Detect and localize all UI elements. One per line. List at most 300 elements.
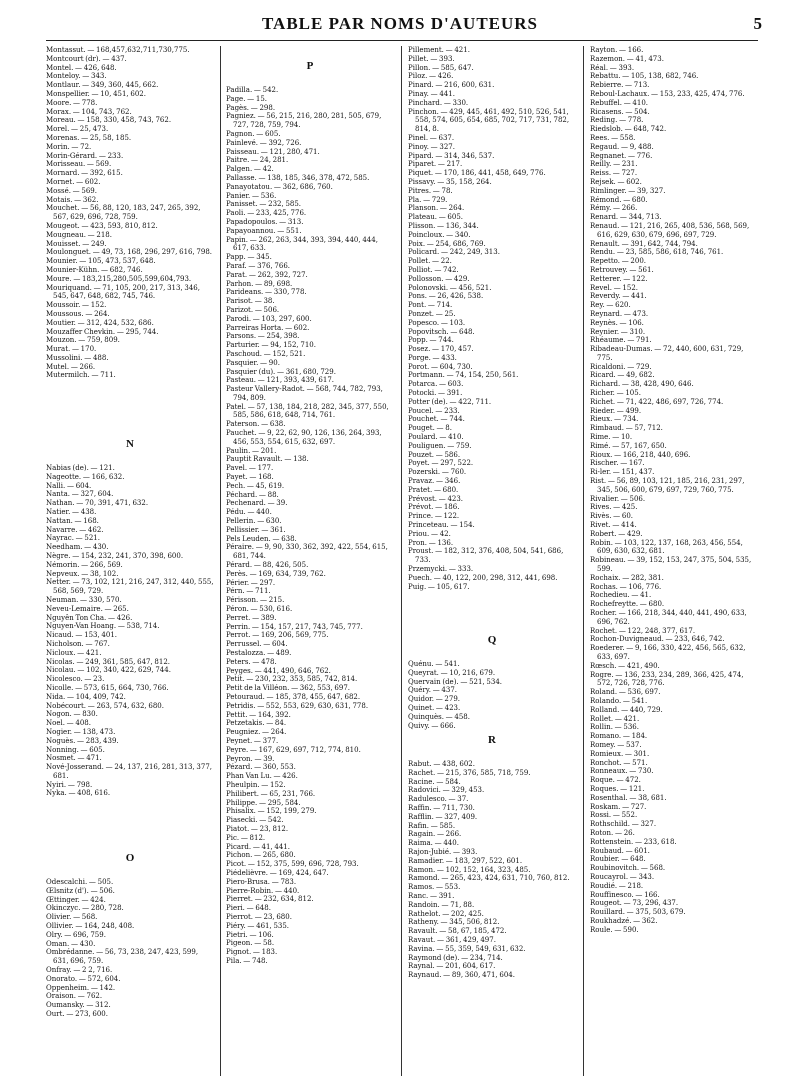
- author-entry: Puech. — 40, 122, 200, 298, 312, 441, 698.: [408, 573, 558, 582]
- author-entry: Morenas. — 25, 58, 185.: [46, 133, 132, 142]
- author-entry: Picard. — 41, 441.: [226, 842, 290, 851]
- author-entry: Montel. — 426, 648.: [46, 63, 117, 72]
- author-entry: Pont. — 714.: [408, 301, 453, 310]
- author-entry: Pratet. — 680.: [408, 485, 459, 494]
- author-entry: Mouzon. — 759, 809.: [46, 336, 120, 345]
- author-entry: Pic. — 812.: [226, 833, 266, 842]
- author-entry: Rischer. — 167.: [590, 459, 645, 468]
- author-entry: Puig. — 105, 617.: [408, 582, 470, 591]
- author-entry: Robineau. — 39, 152, 153, 247, 375, 504, 535, 599.: [590, 556, 752, 574]
- author-entry: Rieux. — 734.: [590, 415, 639, 424]
- author-entry: Ratheny. — 345, 506, 812.: [408, 918, 500, 927]
- author-entry: Nanta. — 327, 604.: [46, 490, 114, 499]
- author-entry: Piédelièvre. — 169, 424, 647.: [226, 868, 329, 877]
- index-column-3: [408, 46, 576, 1078]
- author-entry: Nicholson. — 767.: [46, 639, 110, 648]
- index-section: [46, 438, 214, 798]
- author-entry: Roland. — 536, 697.: [590, 688, 661, 697]
- author-entry: Roucayrol. — 343.: [590, 872, 655, 881]
- author-entry: Robin. — 103, 122, 137, 168, 263, 456, 554, 609, 630, 632, 681.: [590, 538, 743, 556]
- author-entry: Quidor. — 279.: [408, 695, 461, 704]
- author-entry: Painlevé. — 392, 726.: [226, 138, 302, 147]
- author-entry: Porot. — 604, 730.: [408, 362, 473, 371]
- author-entry: Pron. — 136.: [408, 538, 454, 547]
- author-entry: Portmann. — 74, 154, 250, 561.: [408, 371, 519, 380]
- author-entry: Perrussel. — 604.: [226, 640, 288, 649]
- author-entry: Pinel. — 637.: [408, 133, 455, 142]
- author-entry: Patel. — 57, 138, 184, 218, 282, 345, 377, 550, 585, 586, 618, 648, 714, 761.: [226, 402, 389, 420]
- author-entry: Porge. — 433.: [408, 353, 457, 362]
- author-entry: Payet. — 168.: [226, 473, 274, 482]
- author-entry: Pinoy. — 327.: [408, 142, 455, 151]
- author-entry: Popp. — 744.: [408, 336, 454, 345]
- author-entry: Pons. — 26, 426, 538.: [408, 292, 484, 301]
- author-entry: Pichon. — 265, 680.: [226, 851, 296, 860]
- author-entry: Rolland. — 440, 729.: [590, 705, 663, 714]
- author-entry: Parreiras Horta. — 602.: [226, 323, 310, 332]
- author-entry: Renard. — 344, 713.: [590, 213, 662, 222]
- author-entry: Olivier. — 568.: [46, 913, 98, 922]
- author-entry: Randoin. — 71, 88.: [408, 900, 475, 909]
- author-entry: Roukhadzé. — 362.: [590, 916, 658, 925]
- author-entry: Perès. — 169, 634, 739, 762.: [226, 569, 326, 578]
- author-entry: Parideans. — 330, 778.: [226, 288, 307, 297]
- author-entry: Piquet. — 170, 186, 441, 458, 649, 776.: [408, 169, 546, 178]
- author-entry: Perrin. — 154, 157, 217, 743, 745, 777.: [226, 622, 363, 631]
- author-entry: Ronchot. — 571.: [590, 758, 648, 767]
- author-entry: Ri-ler. — 151, 437.: [590, 468, 655, 477]
- author-entry: Parsons. — 254, 398.: [226, 332, 300, 341]
- author-entry: Ramadier. — 183, 297, 522, 601.: [408, 856, 523, 865]
- author-entry: Rouffinesco. — 166.: [590, 890, 660, 899]
- author-entry: Oppenheim. — 142.: [46, 983, 116, 992]
- author-entry: Pédu. — 440.: [226, 508, 272, 517]
- author-entry: Rebattu. — 105, 138, 682, 746.: [590, 72, 699, 81]
- author-entry: Renault. — 391, 642, 744, 794.: [590, 239, 698, 248]
- author-entry: Neuman. — 330, 570.: [46, 595, 122, 604]
- author-entry: Retrouvey. — 561.: [590, 265, 654, 274]
- author-entry: Nicolau. — 102, 340, 422, 629, 744.: [46, 666, 171, 675]
- author-entry: Paitre. — 24, 281.: [226, 156, 289, 165]
- author-entry: Noguès. — 283, 439.: [46, 736, 119, 745]
- author-entry: Pouliguen. — 759.: [408, 441, 472, 450]
- author-entry: Peters. — 478.: [226, 657, 277, 666]
- author-entry: Plateau. — 605.: [408, 213, 464, 222]
- author-entry: Reynard. — 473.: [590, 309, 649, 318]
- author-entry: Réal. — 393.: [590, 63, 635, 72]
- author-entry: Reiss. — 727.: [590, 169, 638, 178]
- author-entry: Oman. — 430.: [46, 939, 96, 948]
- author-entry: Rees. — 558.: [590, 133, 636, 142]
- author-entry: Reverdy. — 441.: [590, 292, 647, 301]
- author-entry: Oumansky. — 312.: [46, 1001, 111, 1010]
- author-entry: Petit. — 230, 232, 353, 585, 742, 814.: [226, 675, 358, 684]
- author-entry: Paulin. — 201.: [226, 446, 277, 455]
- author-entry: Raffin. — 711, 730.: [408, 803, 475, 812]
- author-entry: Pagnon. — 605.: [226, 129, 281, 138]
- author-entry: Papin. — 262, 263, 344, 393, 394, 440, 444, 617, 633.: [226, 235, 378, 253]
- author-entry: Monteloy. — 343.: [46, 72, 107, 81]
- author-entry: Reboul-Lachaux. — 153, 233, 425, 474, 776.: [590, 89, 745, 98]
- author-entry: Mutel. — 266.: [46, 362, 96, 371]
- author-entry: Pitres. — 78.: [408, 186, 453, 195]
- author-entry: Pinchard. — 330.: [408, 98, 469, 107]
- author-entry: Onfray. — 2 2, 716.: [46, 965, 113, 974]
- author-entry: Roskam. — 727.: [590, 802, 647, 811]
- index-section: [46, 852, 214, 1019]
- author-entry: Nègre. — 154, 232, 241, 370, 398, 600.: [46, 551, 184, 560]
- author-entry: Rottenstein. — 233, 618.: [590, 837, 677, 846]
- author-entry: Pallasse. — 138, 185, 346, 378, 472, 585.: [226, 173, 370, 182]
- author-entry: Natier. — 438.: [46, 507, 97, 516]
- author-entry: Philippe. — 295, 584.: [226, 798, 301, 807]
- author-entry: Pasquier (du). — 361, 680, 729.: [226, 367, 336, 376]
- author-entry: Picot. — 152, 375, 599, 696, 728, 793.: [226, 860, 359, 869]
- author-entry: Moreau. — 158, 330, 458, 743, 762.: [46, 116, 172, 125]
- author-entry: Pillement. — 421.: [408, 46, 470, 54]
- author-entry: Pipard. — 314, 346, 537.: [408, 151, 495, 160]
- author-entry: Ombrédanne. — 56, 73, 238, 247, 423, 599, 631, 696, 759.: [46, 948, 199, 966]
- author-entry: Morin. — 72.: [46, 142, 92, 151]
- author-entry: Piparet. — 217.: [408, 160, 463, 169]
- author-entry: Rollin. — 536.: [590, 723, 639, 732]
- author-entry: Panayotatou. — 362, 686, 760.: [226, 182, 333, 191]
- author-entry: Pérn. — 711.: [226, 587, 271, 596]
- author-entry: Oraison. — 762.: [46, 992, 103, 1001]
- author-entry: Pieri. — 648.: [226, 904, 271, 913]
- author-entry: Pillet. — 393.: [408, 54, 455, 63]
- author-entry: Prévost. — 423.: [408, 494, 464, 503]
- author-entry: Page. — 15.: [226, 94, 267, 103]
- author-entry: Peugniez. — 264.: [226, 728, 287, 737]
- author-entry: Rivet. — 414.: [590, 521, 637, 530]
- author-entry: Paoli. — 233, 425, 776.: [226, 209, 307, 218]
- author-entry: Princeteau. — 154.: [408, 521, 475, 530]
- author-entry: Roques. — 121.: [590, 784, 645, 793]
- author-entry: Pila. — 748.: [226, 956, 268, 965]
- author-entry: Policard. — 242, 249, 313.: [408, 248, 500, 257]
- author-entry: Piasecki. — 542.: [226, 816, 284, 825]
- author-entry: Rimlinger. — 39, 327.: [590, 186, 666, 195]
- author-entry: Regaud. — 9, 488.: [590, 142, 654, 151]
- author-entry: Richard. — 38, 428, 490, 646.: [590, 380, 694, 389]
- author-entry: Péchard. — 88.: [226, 490, 279, 499]
- author-entry: Rabut. — 438, 602.: [408, 760, 475, 768]
- author-entry: Pierrot. — 23, 680.: [226, 912, 292, 921]
- author-entry: Petzetakis. — 84.: [226, 719, 287, 728]
- author-entry: Pravaz. — 346.: [408, 477, 461, 486]
- author-entry: Pozerski. — 760.: [408, 468, 467, 477]
- author-entry: Ponzet. — 25.: [408, 309, 456, 318]
- author-entry: Poulard. — 410.: [408, 433, 464, 442]
- author-entry: Montcourt (dr). — 437.: [46, 54, 127, 63]
- author-entry: Pavel. — 177.: [226, 464, 274, 473]
- author-entry: Pierret. — 232, 634, 812.: [226, 895, 314, 904]
- author-entry: Nguyen-Van Hoang. — 538, 714.: [46, 622, 160, 631]
- author-entry: Pasteau. — 121, 393, 439, 617.: [226, 376, 334, 385]
- author-entry: Potocki. — 391.: [408, 389, 463, 398]
- author-entry: Mougneau. — 218.: [46, 230, 112, 239]
- author-entry: Nattan. — 168.: [46, 516, 99, 525]
- author-entry: Rieder. — 499.: [590, 406, 642, 415]
- author-entry: Nabias (de). — 121.: [46, 464, 115, 472]
- author-entry: Morisseau. — 569.: [46, 160, 112, 169]
- author-entry: Robert. — 429.: [590, 529, 643, 538]
- author-entry: Mossé. — 569.: [46, 186, 97, 195]
- section-letter-heading: R: [488, 734, 496, 746]
- author-entry: Proust. — 182, 312, 376, 408, 504, 541, 686, 733.: [408, 547, 564, 565]
- author-entry: Quinet. — 423.: [408, 703, 461, 712]
- author-entry: Nathan. — 70, 391, 471, 632.: [46, 499, 149, 508]
- author-entry: Rochefreytte. — 680.: [590, 600, 665, 609]
- author-entry: Pagniez. — 56, 215, 216, 280, 281, 505, 679, 727, 728, 759, 794.: [226, 112, 382, 130]
- author-entry: Prévot. — 186.: [408, 503, 460, 512]
- author-entry: Pagès. — 298.: [226, 103, 276, 112]
- author-entry: Quervain (de). — 521, 534.: [408, 677, 502, 686]
- author-entry: Rimbaud. — 57, 712.: [590, 424, 663, 433]
- author-entry: Ravaut. — 361, 429, 497.: [408, 935, 496, 944]
- author-entry: Pellissier. — 361.: [226, 525, 286, 534]
- section-letter-heading: N: [126, 438, 134, 450]
- author-entry: Pollet. — 22.: [408, 257, 452, 266]
- author-entry: Piatot. — 23, 812.: [226, 824, 289, 833]
- author-entry: Rimé. — 57, 167, 650.: [590, 441, 667, 450]
- author-entry: Przemycki. — 333.: [408, 565, 474, 574]
- author-entry: Mounier-Kühn. — 682, 746.: [46, 265, 143, 274]
- author-entry: Poincloux. — 340.: [408, 230, 471, 239]
- author-entry: Motais. — 362.: [46, 195, 99, 204]
- author-entry: Peyges. — 441, 490, 646, 762.: [226, 666, 331, 675]
- author-entry: Pechenard. — 39.: [226, 499, 288, 508]
- index-section: [408, 734, 576, 980]
- author-entry: Nageotte. — 166, 632.: [46, 472, 125, 481]
- author-entry: Roubinovitch. — 568.: [590, 864, 666, 873]
- author-entry: Romano. — 184.: [590, 732, 648, 741]
- author-entry: Rathelot. — 202, 425.: [408, 909, 484, 918]
- author-entry: Rogre. — 136, 233, 234, 289, 366, 425, 474, 572, 726, 728, 776.: [590, 670, 744, 688]
- author-entry: Montlaur. — 349, 360, 445, 662.: [46, 81, 159, 90]
- author-entry: Rolando. — 541.: [590, 696, 648, 705]
- author-entry: Rossi. — 552.: [590, 811, 638, 820]
- author-entry: Ricaldoni. — 729.: [590, 362, 652, 371]
- author-entry: Plisson. — 136, 344.: [408, 221, 479, 230]
- author-entry: Queyrat. — 10, 216, 679.: [408, 668, 496, 677]
- author-entry: Potter (de). — 422, 711.: [408, 397, 492, 406]
- author-entry: Mouchet. — 56, 88, 120, 183, 247, 265, 392, 567, 629, 696, 728, 759.: [46, 204, 201, 222]
- author-entry: Ramond. — 265, 423, 424, 631, 710, 760, 812.: [408, 874, 570, 883]
- author-entry: Parhon. — 89, 698.: [226, 279, 293, 288]
- section-letter-heading: P: [306, 60, 314, 72]
- author-entry: Piéry. — 461, 535.: [226, 921, 290, 930]
- author-entry: Papp. — 345.: [226, 253, 272, 262]
- author-entry: Regnanet. — 776.: [590, 151, 653, 160]
- author-entry: Parodi. — 103, 297, 600.: [226, 314, 312, 323]
- author-entry: Mornet. — 602.: [46, 177, 101, 186]
- author-entry: Reynier. — 310.: [590, 327, 646, 336]
- author-entry: Pasteur Vallery-Radot. — 568, 744, 782, 793, 794, 809.: [226, 385, 383, 402]
- author-entry: Roule. — 590.: [590, 925, 639, 934]
- author-entry: Rafin. — 585.: [408, 821, 456, 830]
- author-entry: Nobécourt. — 263, 574, 632, 680.: [46, 701, 164, 710]
- author-entry: Radulesco. — 37.: [408, 795, 469, 804]
- author-entry: Ramon. — 102, 152, 164, 323, 485.: [408, 865, 531, 874]
- author-entry: Morin-Gérard. — 233.: [46, 151, 124, 160]
- author-entry: Rivès. — 60.: [590, 512, 634, 521]
- author-entry: Rochet. — 122, 248, 377, 617.: [590, 626, 696, 635]
- author-entry: Nyiri. — 798.: [46, 780, 93, 789]
- author-entry: Mouriquand. — 71, 105, 200, 217, 313, 346, 545, 647, 648, 682, 745, 746.: [46, 283, 200, 301]
- author-entry: Nicolas. — 249, 361, 585, 647, 812.: [46, 657, 171, 666]
- index-section: [408, 46, 576, 591]
- author-entry: Paisseau. — 121, 280, 471.: [226, 147, 320, 156]
- author-entry: Pauptit Ravault. — 138.: [226, 455, 309, 464]
- author-entry: Pech. — 45, 619.: [226, 481, 285, 490]
- author-entry: Pheulpin. — 152.: [226, 780, 286, 789]
- author-entry: Rothschild. — 327.: [590, 820, 657, 829]
- author-entry: Nosmet. — 471.: [46, 754, 102, 763]
- author-entry: Pinchon. — 429, 445, 461, 492, 510, 526, 541, 558, 574, 605, 654, 685, 702, 717, 731, 782, 814, 8.: [408, 107, 570, 134]
- author-entry: Œttinger. — 424.: [46, 895, 106, 904]
- author-entry: Petit de la Villéon. — 362, 553, 697.: [226, 684, 351, 693]
- author-entry: Petouraud. — 185, 378, 455, 647, 682.: [226, 692, 361, 701]
- section-letter-heading: O: [125, 852, 135, 864]
- author-entry: Prince. — 122.: [408, 512, 460, 521]
- index-section: [590, 46, 758, 934]
- author-entry: Pollosson. — 429.: [408, 274, 470, 283]
- author-entry: Ourt. — 273, 600.: [46, 1009, 108, 1018]
- author-entry: Pettit. — 164, 392.: [226, 710, 291, 719]
- author-entry: Riedslob. — 648, 742.: [590, 125, 667, 134]
- author-entry: Racine. — 584.: [408, 777, 461, 786]
- author-entry: Roque. — 472.: [590, 776, 641, 785]
- author-entry: Ricard. — 49, 682.: [590, 371, 655, 380]
- author-entry: Reding. — 778.: [590, 116, 644, 125]
- author-entry: Rioux. — 166, 218, 440, 696.: [590, 450, 691, 459]
- author-entry: Rey. — 620.: [590, 301, 631, 310]
- author-entry: Rivalier. — 506.: [590, 494, 646, 503]
- author-entry: Rocher. — 166, 218, 344, 440, 441, 490, 633, 696, 762.: [590, 609, 747, 626]
- author-entry: Nyka. — 408, 616.: [46, 789, 111, 798]
- author-entry: Péron. — 530, 616.: [226, 605, 293, 614]
- author-entry: Romey. — 537.: [590, 740, 642, 749]
- author-entry: Ribadeau-Dumas. — 72, 440, 600, 631, 729, 775.: [590, 345, 744, 362]
- author-entry: Neveu-Lemaire. — 265.: [46, 604, 129, 613]
- author-entry: Pignot. — 183.: [226, 948, 278, 957]
- author-entry: Monspellier. — 10, 451, 602.: [46, 89, 146, 98]
- author-entry: Nonning. — 605.: [46, 745, 105, 754]
- index-section: [46, 46, 214, 380]
- author-entry: Rémond. — 680.: [590, 195, 648, 204]
- author-entry: Onorato. — 572, 604.: [46, 974, 121, 983]
- author-entry: Papadopoulos. — 313.: [226, 217, 304, 226]
- author-entry: Retterer. — 122.: [590, 274, 648, 283]
- author-entry: Nogier. — 138, 473.: [46, 727, 116, 736]
- author-entry: Parat. — 262, 392, 727.: [226, 270, 308, 279]
- author-entry: Ranc. — 391.: [408, 891, 455, 900]
- author-entry: Pietri. — 106.: [226, 930, 274, 939]
- author-entry: Péraire. — 9, 90, 330, 362, 392, 422, 554, 615, 681, 744.: [226, 543, 388, 561]
- author-entry: Raynal. — 201, 604, 617.: [408, 962, 496, 971]
- author-entry: Phisalix. — 152, 199, 279.: [226, 807, 317, 816]
- author-entry: Perrot. — 169, 206, 569, 775.: [226, 631, 329, 640]
- author-entry: Mouisset. — 249.: [46, 239, 107, 248]
- author-entry: Quénu. — 541.: [408, 660, 460, 668]
- author-entry: Rafflin. — 327, 409.: [408, 812, 478, 821]
- author-entry: Peyron. — 39.: [226, 754, 275, 763]
- author-entry: Olry. — 696, 759.: [46, 930, 106, 939]
- author-entry: Rendu. — 23, 585, 586, 618, 746, 761.: [590, 248, 724, 257]
- author-entry: Padilla. — 542.: [226, 86, 279, 94]
- author-entry: Nalli. — 604.: [46, 481, 92, 490]
- author-entry: Quéry. — 437.: [408, 686, 458, 695]
- author-entry: Potarca. — 603.: [408, 380, 464, 389]
- author-entry: Nicloux. — 421.: [46, 648, 102, 657]
- author-entry: Pézard. — 360, 553.: [226, 763, 296, 772]
- author-entry: Pierre-Robin. — 440.: [226, 886, 300, 895]
- author-entry: Richer. — 105.: [590, 389, 641, 398]
- author-entry: Nayrac. — 521.: [46, 534, 100, 543]
- author-entry: Nida. — 104, 409, 742.: [46, 692, 126, 701]
- author-entry: Mutermilch. — 711.: [46, 371, 116, 380]
- author-entry: Navarre. — 462.: [46, 525, 104, 534]
- author-entry: Pinard. — 216, 600, 631.: [408, 81, 495, 90]
- author-entry: Moore. — 778.: [46, 98, 98, 107]
- author-entry: Noel. — 408.: [46, 719, 91, 728]
- author-entry: Reynès. — 106.: [590, 318, 644, 327]
- author-entry: Pérard. — 88, 426, 505.: [226, 561, 309, 570]
- author-entry: Odescalchi. — 505.: [46, 878, 114, 886]
- author-entry: Rajon-Jubié. — 393.: [408, 847, 478, 856]
- author-entry: Rayton. — 166.: [590, 46, 644, 54]
- author-entry: Netter. — 73, 102, 121, 216, 247, 312, 440, 555, 568, 569, 729.: [46, 578, 214, 596]
- author-entry: Rime. — 10.: [590, 433, 633, 442]
- author-entry: Rochon-Duvigneaud. — 233, 646, 742.: [590, 635, 725, 644]
- author-entry: Reilly. — 231.: [590, 160, 638, 169]
- author-entry: Pinay. — 441.: [408, 89, 455, 98]
- author-entry: Poix. — 254, 686, 769.: [408, 239, 486, 248]
- author-entry: Pissavy. — 35, 158, 264.: [408, 177, 492, 186]
- column-divider: [583, 46, 584, 1076]
- author-entry: Quinquès. — 458.: [408, 712, 470, 721]
- author-entry: Raynaud. — 89, 360, 471, 604.: [408, 971, 515, 980]
- author-entry: Pellerin. — 630.: [226, 517, 282, 526]
- author-entry: Pasquier. — 90.: [226, 358, 280, 367]
- author-entry: Richet. — 71, 422, 486, 697, 726, 774.: [590, 397, 724, 406]
- author-entry: Quivy. — 666.: [408, 721, 456, 730]
- author-entry: Parturier. — 94, 152, 710.: [226, 341, 316, 350]
- author-entry: Nicaud. — 153, 401.: [46, 631, 118, 640]
- author-entry: Rebuffel. — 410.: [590, 98, 649, 107]
- author-entry: Philibert. — 65, 231, 766.: [226, 789, 316, 798]
- author-entry: Morel. — 25, 473.: [46, 125, 109, 134]
- author-entry: Palgen. — 42.: [226, 165, 274, 174]
- author-entry: Perret. — 389.: [226, 613, 277, 622]
- author-entry: Piloz. — 426.: [408, 72, 454, 81]
- page-number: 5: [753, 14, 762, 33]
- author-entry: Moutier. — 312, 424, 532, 686.: [46, 318, 154, 327]
- author-entry: Ravault. — 58, 67, 185, 472.: [408, 927, 507, 936]
- author-entry: Pels Leuden. — 638.: [226, 534, 297, 543]
- page-title: TABLE PAR NOMS D'AUTEURS: [261, 14, 539, 33]
- author-entry: Roudié. — 218.: [590, 881, 644, 890]
- author-entry: Repetto. — 200.: [590, 257, 647, 266]
- author-entry: Parizot. — 506.: [226, 305, 280, 314]
- author-entry: Petridis. — 552, 553, 629, 630, 631, 778.: [226, 701, 369, 710]
- author-entry: Rebierre. — 713.: [590, 81, 650, 90]
- author-entry: Priou. — 42.: [408, 529, 451, 538]
- author-entry: Okinczyc. — 280, 728.: [46, 904, 124, 913]
- author-entry: Roubier. — 648.: [590, 855, 646, 864]
